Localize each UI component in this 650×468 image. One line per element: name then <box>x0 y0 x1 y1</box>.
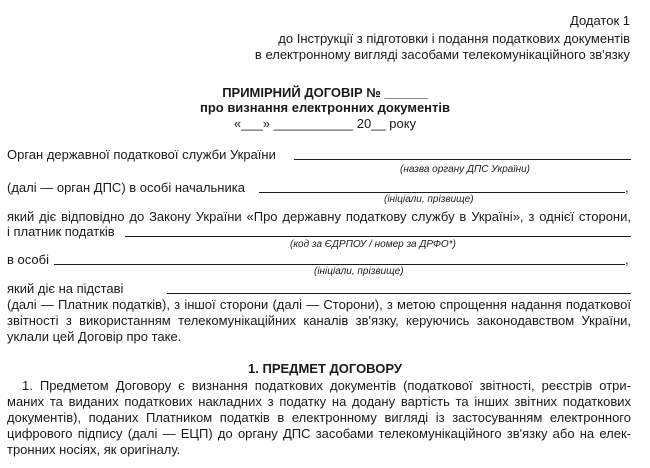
annex-line-1: до Інструкції з підготовки і подання податкових документів <box>278 31 630 46</box>
basis-label: який діє на підставі <box>7 281 124 296</box>
document-title: ПРИМІРНИЙ ДОГОВІР № ______ <box>222 85 428 100</box>
section-1-line-3: документів), поданих Платником податків в електронному вигляді із застосуванням електронного <box>7 410 631 425</box>
head-comma: , <box>625 180 629 195</box>
date-line: «___» ___________ 20__ року <box>233 116 417 131</box>
authority-blank-line <box>294 159 631 160</box>
authority-hint: (назва органу ДПС України) <box>400 164 530 175</box>
head-hint: (ініціали, прізвище) <box>384 194 474 205</box>
authority-label: Орган державної податкової служби України <box>7 147 276 162</box>
payer-label: і платник податків <box>7 224 115 239</box>
payer-blank-line <box>125 236 631 237</box>
document-subtitle: про визнання електронних документів <box>199 100 451 115</box>
parties-paragraph-line-3: уклали цей Договір про таке. <box>7 329 182 344</box>
annex-title: Додаток 1 <box>570 13 630 28</box>
annex-line-2: в електронному вигляді засобами телекомунікаційного зв'язку <box>254 47 630 62</box>
section-1-line-1: 1. Предметом Договору є визнання податкових документів (податкової звітності, реєстрів отри- <box>22 378 631 393</box>
payer-hint: (код за ЄДРПОУ / номер за ДРФО*) <box>290 239 456 250</box>
section-1-line-4: цифрового підпису (далі — ЕЦП) до органу ДПС засобами телекомунікаційного зв'язку або на елек- <box>7 426 631 441</box>
section-1-title: 1. ПРЕДМЕТ ДОГОВОРУ <box>248 361 402 376</box>
person-hint: (ініціали, прізвище) <box>314 266 404 277</box>
parties-paragraph-line-2: звітності з використанням телекомунікаційних каналів зв'язку, керуючись законодавством України, <box>7 313 631 328</box>
head-label: (далі — орган ДПС) в особі начальника <box>7 180 245 195</box>
section-1-line-5: тронних носіях, як оригіналу. <box>7 442 181 457</box>
section-1-line-2: маних та виданих податкових накладних з податку на додану вартість та інших звітних податкових <box>7 394 631 409</box>
parties-paragraph-line-1: (далі — Платник податків), з іншої сторони (далі — Сторони), з метою спрощення надання податкової <box>7 297 631 312</box>
person-blank-line <box>54 264 625 265</box>
head-blank-line <box>259 192 625 193</box>
basis-blank-line <box>167 293 631 294</box>
law-line: який діє відповідно до Закону України «Про державну податкову службу в Україні», з однієї сторони, <box>7 209 631 224</box>
person-label: в особі <box>7 252 49 267</box>
person-comma: , <box>625 252 629 267</box>
